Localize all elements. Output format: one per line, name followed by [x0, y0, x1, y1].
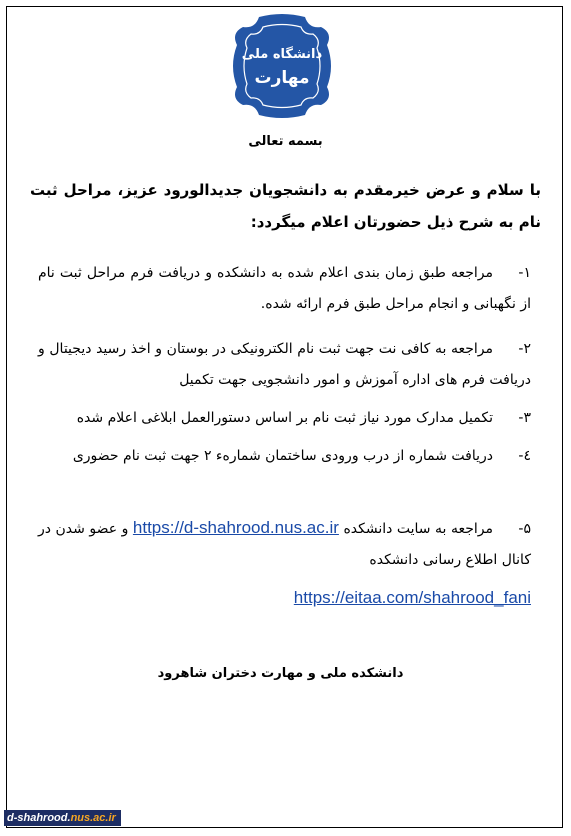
item-text: تکمیل مدارک مورد نیاز ثبت نام بر اساس دستورالعمل ابلاغی اعلام شده — [76, 410, 493, 426]
intro-paragraph: با سلام و عرض خیرمقدم به دانشجویان جدیدالورود عزیز، مراحل ثبت نام به شرح ذیل حضورتان اعلام میگردد: — [30, 181, 541, 231]
item-text: مراجعه به کافی نت جهت ثبت نام الکترونیکی در بوستان و اخذ رسید دیجیتال و دریافت فرم های اداره آموزش و امور دانشجویی جهت تکمیل — [38, 341, 531, 388]
item-text: و عضو شدن در کانال اطلاع رسانی دانشکده — [38, 521, 531, 568]
item-number: ٢- — [518, 341, 531, 357]
svg-text:دانشگاه ملی: دانشگاه ملی — [241, 47, 323, 62]
list-item — [38, 334, 531, 396]
item-text: دریافت شماره از درب ورودی ساختمان شمارهء ٢ جهت ثبت نام حضوری — [72, 448, 493, 464]
signature: دانشکده ملی و مهارت دختران شاهرود — [157, 666, 404, 681]
page-heading: بسمه تعالی — [248, 134, 323, 149]
item-number: ٤- — [518, 448, 531, 464]
site-watermark — [4, 810, 121, 826]
item-number: ۵- — [518, 521, 531, 537]
list-item — [38, 512, 531, 576]
item-number: ٣- — [518, 410, 531, 426]
college-website-link[interactable]: https://d-shahrood.nus.ac.ir — [132, 518, 339, 537]
watermark-highlight: nus.ac.ir — [70, 812, 116, 824]
item-number: ١- — [518, 265, 531, 281]
university-logo-icon — [229, 13, 336, 120]
svg-text:مهارت: مهارت — [254, 68, 310, 88]
item-text: مراجعه به سایت دانشکده — [343, 521, 493, 537]
eitaa-link-line — [294, 588, 531, 608]
list-item — [38, 441, 531, 472]
list-item — [38, 403, 531, 434]
eitaa-channel-link[interactable]: https://eitaa.com/shahrood_fani — [293, 588, 531, 607]
watermark-prefix: d-shahrood. — [7, 812, 71, 824]
item-text: مراجعه طبق زمان بندی اعلام شده به دانشکده و دریافت فرم مراحل ثبت نام از نگهبانی و انجام مراحل طبق فرم ارائه شده. — [38, 265, 531, 312]
list-item — [38, 258, 531, 320]
